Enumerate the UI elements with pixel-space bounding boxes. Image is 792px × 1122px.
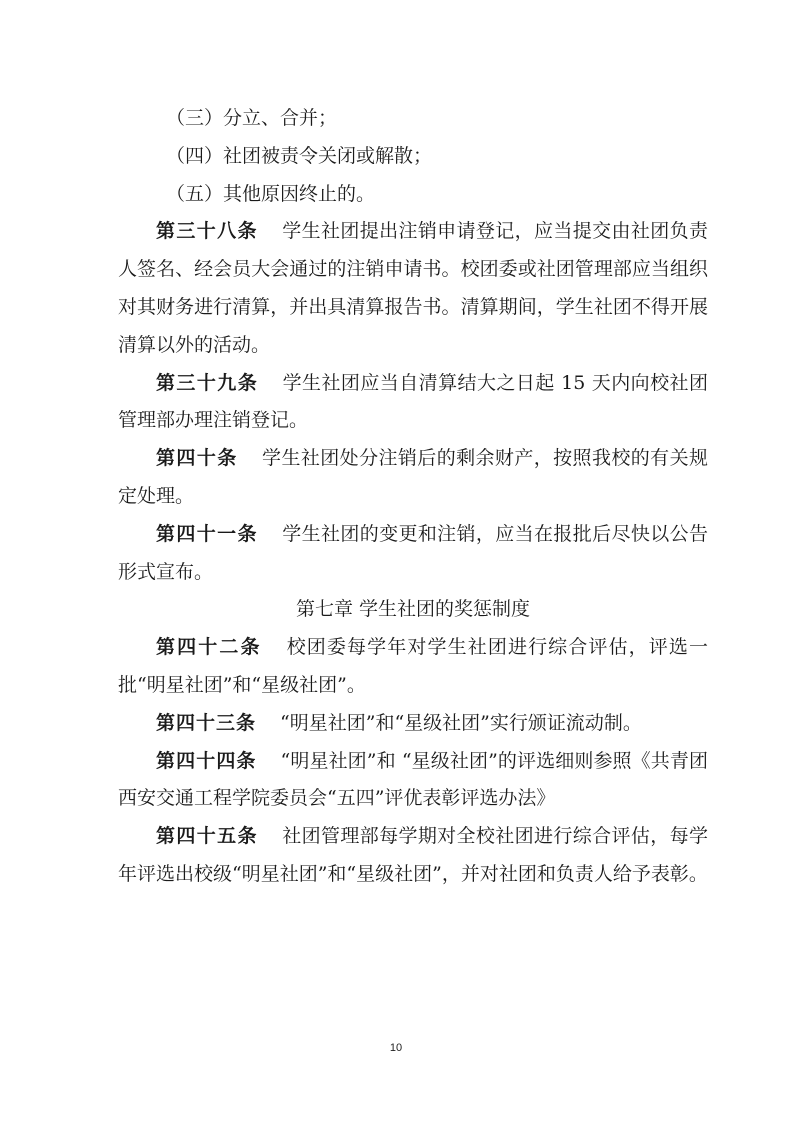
article-43: [118, 705, 708, 743]
chapter-title: 第七章 学生社团的奖惩制度: [295, 598, 531, 621]
article-number: 第四十四条: [156, 749, 257, 772]
article-number: 第四十一条: [156, 522, 258, 545]
article-text: 学生社团提出注销申请登记，应当提交由社团负责人签名、经会员大会通过的注销申请书。校团委或社团管理部应当组织对其财务进行清算，并出具清算报告书。清算期间，学生社团不得开展清算以外的活动。: [118, 220, 708, 356]
article-text: 学生社团处分注销后的剩余财产，按照我校的有关规定处理。: [118, 447, 708, 507]
article-number: 第四十二条: [156, 636, 262, 659]
article-text: 学生社团应当自清算结大之日起 15 天内向校社团管理部办理注销登记。: [118, 371, 708, 432]
article-text: 学生社团的变更和注销，应当在报批后尽快以公告形式宣布。: [118, 522, 708, 583]
article-text: 社团管理部每学期对全校社团进行综合评估，每学年评选出校级“明星社团”和“星级社团”，并对社团和负责人给予表彰。: [118, 825, 708, 885]
page-number: 10: [389, 1042, 403, 1054]
article-44: [118, 743, 708, 819]
list-item: （五）其他原因终止的。: [166, 182, 376, 205]
article-number: 第四十三条: [156, 711, 257, 734]
article-38: [118, 213, 708, 364]
article-text: “明星社团”和 “星级社团”的评选细则参照《共青团西安交通工程学院委员会“五四”评优表彰评选办法》: [118, 749, 708, 810]
article-text: 校团委每学年对学生社团进行综合评估，评选一批“明星社团”和“星级社团”。: [118, 636, 708, 696]
article-42: [118, 629, 708, 705]
article-41: [118, 516, 708, 592]
article-number: 第四十条: [156, 447, 238, 470]
list-item: （四）社团被责令关闭或解散；: [166, 144, 433, 167]
article-45: [118, 818, 708, 894]
list-item: （三）分立、合并；: [166, 107, 338, 129]
article-number: 第三十八条: [156, 220, 258, 243]
article-39: [118, 365, 708, 441]
article-number: 第三十九条: [156, 371, 259, 394]
article-number: 第四十五条: [156, 825, 258, 848]
article-text: “明星社团”和“星级社团”实行颁证流动制。: [280, 711, 642, 734]
page-body: [118, 100, 708, 894]
article-40: [118, 440, 708, 516]
